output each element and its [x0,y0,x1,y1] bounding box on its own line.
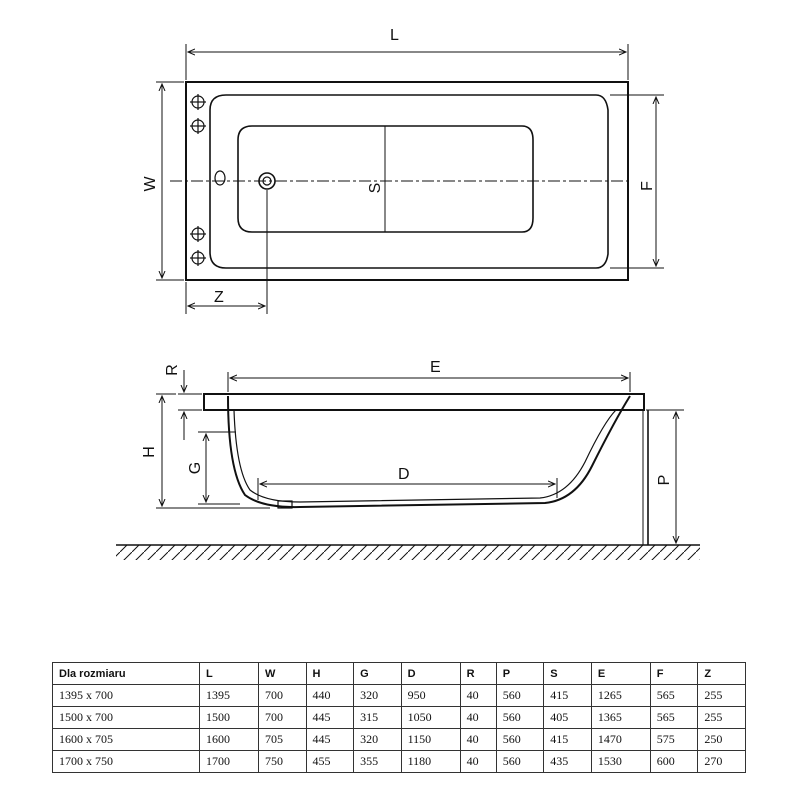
cell: 415 [544,729,592,751]
cell: 1395 [200,685,259,707]
header-G: G [354,663,402,685]
label-D: D [398,466,410,483]
header-L: L [200,663,259,685]
table-row [53,729,746,751]
label-L: L [390,27,399,44]
cell: 355 [354,751,402,773]
cell: 1050 [401,707,460,729]
cell: 1395 x 700 [53,685,200,707]
screw-icon [190,226,206,242]
screw-icon [190,118,206,134]
cell: 1700 x 750 [53,751,200,773]
label-E: E [430,359,441,376]
table-row [53,751,746,773]
cell: 255 [698,685,746,707]
cell: 560 [496,729,544,751]
cell: 750 [258,751,306,773]
screw-icon [190,250,206,266]
cell: 1150 [401,729,460,751]
label-R: R [164,364,181,376]
cell: 1265 [591,685,650,707]
header-D: D [401,663,460,685]
label-G: G [187,461,204,475]
cell: 560 [496,707,544,729]
cell: 700 [258,707,306,729]
label-W: W [142,176,159,192]
cell: 40 [460,707,496,729]
cell: 40 [460,729,496,751]
dim-R [178,370,202,440]
cell: 1500 x 700 [53,707,200,729]
cell: 950 [401,685,460,707]
cell: 320 [354,729,402,751]
header-E: E [591,663,650,685]
screw-icon [190,94,206,110]
tub-body-inner [234,410,616,502]
label-H: H [141,446,158,458]
cell: 415 [544,685,592,707]
label-Z: Z [214,289,224,306]
dim-L [186,44,628,80]
cell: 560 [496,685,544,707]
cell: 250 [698,729,746,751]
cell: 405 [544,707,592,729]
cell: 255 [698,707,746,729]
header-R: R [460,663,496,685]
cell: 455 [306,751,354,773]
cell: 270 [698,751,746,773]
top-view [156,44,664,314]
cell: 445 [306,729,354,751]
label-S: S [367,182,384,194]
tub-rim-side [204,394,644,410]
table-row [53,707,746,729]
header-S: S [544,663,592,685]
cell: 440 [306,685,354,707]
cell: 320 [354,685,402,707]
cell: 1365 [591,707,650,729]
dim-H [156,394,270,508]
mounting-screws [190,94,206,266]
cell: 700 [258,685,306,707]
cell: 705 [258,729,306,751]
floor-hatch [116,545,700,560]
cell: 565 [650,685,698,707]
cell: 315 [354,707,402,729]
cell: 575 [650,729,698,751]
header-F: F [650,663,698,685]
header-size: Dla rozmiaru [53,663,200,685]
cell: 445 [306,707,354,729]
header-W: W [258,663,306,685]
dimensions-table [52,662,746,773]
header-P: P [496,663,544,685]
label-F: F [639,181,656,191]
header-H: H [306,663,354,685]
cell: 1700 [200,751,259,773]
table-row [53,685,746,707]
cell: 1180 [401,751,460,773]
cell: 40 [460,751,496,773]
cell: 600 [650,751,698,773]
cell: 1530 [591,751,650,773]
cell: 565 [650,707,698,729]
cell: 560 [496,751,544,773]
cell: 1600 [200,729,259,751]
label-P: P [656,474,673,486]
cell: 1470 [591,729,650,751]
cell: 40 [460,685,496,707]
cell: 1600 x 705 [53,729,200,751]
cell: 1500 [200,707,259,729]
table-header-row [53,663,746,685]
header-Z: Z [698,663,746,685]
dim-E [228,372,630,392]
cell: 435 [544,751,592,773]
overflow-icon [215,171,225,185]
tub-body-outer [228,396,630,507]
